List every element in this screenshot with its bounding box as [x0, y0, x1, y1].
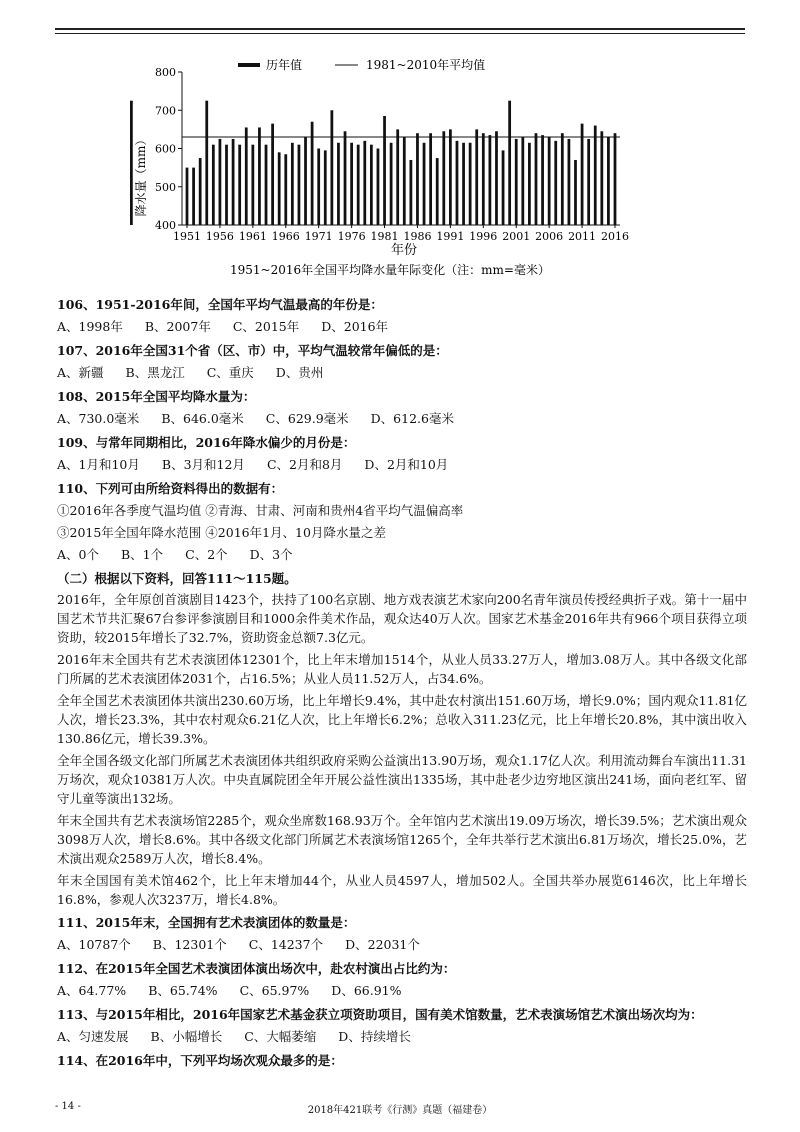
question-options	[57, 980, 747, 1002]
bar	[350, 143, 353, 225]
q110-items-1: ①2016年各季度气温均值 ②青海、甘肃、河南和贵州4省平均气温偏高率	[57, 503, 464, 518]
question	[57, 340, 747, 384]
y-tick-label: 500	[155, 180, 176, 194]
bar	[442, 131, 445, 225]
legend-line-label: 1981~2010年平均值	[366, 58, 486, 72]
bar	[337, 143, 340, 225]
legend-bar-swatch	[238, 63, 260, 67]
question-stem: 112、在2015年全国艺术表演团体演出场次中，赴农村演出占比约为：	[57, 961, 456, 976]
chart-caption: 1951~2016年全国平均降水量年际变化（注：mm=毫米）	[230, 263, 550, 277]
y-tick-label: 600	[155, 142, 176, 156]
page-content	[57, 294, 747, 1072]
bar	[561, 133, 564, 225]
option-b[interactable]: B、646.0毫米	[161, 411, 244, 426]
bar	[298, 145, 301, 225]
bar	[324, 150, 327, 225]
question-stem: 111、2015年末，全国拥有艺术表演团体的数量是：	[57, 915, 356, 930]
bar	[330, 110, 333, 225]
question-stem: 113、与2015年相比，2016年国家艺术基金获立项资助项目，国有美术馆数量，艺术表演场馆艺术演出场次均为：	[57, 1007, 703, 1022]
bar	[600, 131, 603, 225]
x-tick-label: 1981	[370, 230, 399, 243]
page-number: - 14 -	[55, 1101, 81, 1112]
x-tick-label: 1971	[304, 230, 333, 243]
question-options	[57, 362, 747, 384]
option-a[interactable]: A、730.0毫米	[57, 411, 140, 426]
bar	[521, 137, 524, 225]
q114-stem: 114、在2016年中，下列平均场次观众最多的是：	[57, 1053, 343, 1068]
q110-options	[57, 544, 747, 566]
option-a[interactable]: A、1月和10月	[57, 457, 140, 472]
option-d[interactable]: D、持续增长	[338, 1029, 411, 1044]
bar	[548, 137, 551, 225]
bar	[495, 131, 498, 225]
bar	[390, 143, 393, 225]
bar	[581, 124, 584, 225]
bar	[449, 129, 452, 225]
q110-stem: 110、下列可由所给资料得出的数据有：	[57, 481, 284, 496]
x-tick-label: 1996	[469, 230, 498, 243]
option-c[interactable]: C、大幅萎缩	[244, 1029, 317, 1044]
question	[57, 958, 747, 1002]
bar	[370, 145, 373, 225]
question-options	[57, 454, 747, 476]
bar	[396, 129, 399, 225]
x-tick-label: 2016	[601, 230, 629, 243]
x-tick-label: 1961	[238, 230, 267, 243]
paragraph: 全年全国艺术表演团体共演出230.60万场，比上年增长9.4%，其中赴农村演出151.60万场，增长9.0%；国内观众11.81亿人次，增长23.3%，其中农村观众6.21亿人次，比上年增长6.2%；总收入311.23亿元，比上年增长20.8%，其中演出收入130.86亿元，增长39.3%。	[57, 693, 747, 746]
bar	[363, 141, 366, 225]
option-d[interactable]: D、贵州	[275, 365, 324, 380]
bar	[232, 139, 235, 225]
paragraph: 全年全国各级文化部门所属艺术表演团体共组织政府采购公益演出13.90万场，观众1.17亿人次。利用流动舞台车演出11.31万场次，观众10381万人次。中央直属院团全年开展公益性演出1335场，其中赴老少边穷地区演出241场，面向老红军、留守儿童等演出132场。	[57, 753, 747, 806]
bar	[607, 137, 610, 225]
bar	[469, 143, 472, 225]
option-b[interactable]: B、小幅增长	[150, 1029, 223, 1044]
option-d[interactable]: D、66.91%	[331, 983, 402, 998]
material-text	[57, 590, 747, 909]
bar	[304, 137, 307, 225]
bar	[278, 152, 281, 225]
bar	[357, 145, 360, 225]
header-rule-thin	[55, 33, 745, 34]
bar	[508, 101, 511, 225]
question	[57, 1004, 747, 1048]
bar	[554, 141, 557, 225]
question-options	[57, 934, 747, 956]
question-block-a	[57, 294, 747, 476]
option-c[interactable]: C、2个	[185, 547, 228, 562]
paragraph: 2016年末全国共有艺术表演团体12301个，比上年末增加1514个，从业人员33.27万人，增加3.08万人。其中各级文化部门所属的艺术表演团体2031个，占16.5%；从业人员11.52万人，占34.6%。	[57, 652, 747, 686]
x-tick-label: 1966	[271, 230, 300, 243]
bar	[130, 101, 133, 225]
x-tick-label: 2001	[502, 230, 531, 243]
bar	[251, 145, 254, 225]
bar	[587, 139, 590, 225]
bar	[535, 133, 538, 225]
bar	[225, 145, 228, 225]
bar	[568, 139, 571, 225]
option-a[interactable]: A、1998年	[57, 319, 123, 334]
bar	[317, 149, 320, 226]
bar	[416, 133, 419, 225]
option-b[interactable]: B、65.74%	[148, 983, 218, 998]
x-tick-label: 1956	[205, 230, 234, 243]
option-d[interactable]: D、3个	[249, 547, 293, 562]
x-tick-label: 1986	[403, 230, 432, 243]
bar	[205, 101, 208, 225]
bar	[614, 133, 617, 225]
bar	[245, 127, 248, 225]
option-b[interactable]: B、黑龙江	[125, 365, 185, 380]
option-b[interactable]: B、2007年	[144, 319, 211, 334]
option-d[interactable]: D、22031个	[345, 937, 420, 952]
bar	[192, 168, 195, 225]
header-rule-thick	[55, 28, 745, 30]
question-options	[57, 316, 747, 338]
bar	[489, 135, 492, 225]
bar	[186, 168, 189, 225]
q110-items-2: ③2015年全国年降水范围 ④2016年1月、10月降水量之差	[57, 525, 386, 540]
bar	[377, 149, 380, 226]
bar	[199, 158, 202, 225]
option-c[interactable]: C、14237个	[248, 937, 324, 952]
bar	[219, 139, 222, 225]
option-a[interactable]: A、匀速发展	[57, 1029, 129, 1044]
footer-title: 2018年421联考《行测》真题（福建卷）	[307, 1105, 493, 1116]
option-a[interactable]: A、0个	[57, 547, 99, 562]
bar	[462, 143, 465, 225]
option-d[interactable]: D、2016年	[321, 319, 389, 334]
bar	[291, 143, 294, 225]
option-c[interactable]: C、2015年	[232, 319, 300, 334]
option-c[interactable]: C、2月和8月	[266, 457, 343, 472]
paragraph: 年末全国共有艺术表演场馆2285个，观众坐席数168.93万个。全年馆内艺术演出19.09万场次，增长39.5%；艺术演出观众3098万人次，增长8.6%。其中各级文化部门所属艺术表演场馆1265个，全年共举行艺术演出6.81万场次，增长25.0%，艺术演出观众2589万人次，增长8.4%。	[57, 813, 747, 866]
y-tick-label: 400	[155, 219, 176, 232]
paragraph: 2016年，全年原创首演剧目1423个，扶持了100名京剧、地方戏表演艺术家向200名青年演员传授经典折子戏。第十一届中国艺术节共汇聚67台参评参演剧目和1000余件美术作品，观众达40万人次。国家艺术基金2016年共有966个项目获得立项资助，较2015年增长了32.7%，资助资金总额7.3亿元。	[57, 592, 747, 645]
bar	[594, 126, 597, 225]
option-b[interactable]: B、12301个	[152, 937, 227, 952]
bar	[541, 135, 544, 225]
x-tick-label: 2006	[535, 230, 564, 243]
bar	[436, 158, 439, 225]
x-axis-label: 年份	[390, 243, 418, 258]
bar	[482, 133, 485, 225]
option-b[interactable]: B、1个	[120, 547, 164, 562]
bar	[456, 141, 459, 225]
bar	[271, 124, 274, 225]
question	[57, 386, 747, 430]
question-stem: 109、与常年同期相比，2016年降水偏少的月份是：	[57, 435, 356, 450]
option-d[interactable]: D、612.6毫米	[370, 411, 454, 426]
option-c[interactable]: C、重庆	[206, 365, 254, 380]
option-a[interactable]: A、10787个	[57, 937, 131, 952]
bar	[284, 154, 287, 225]
question-110	[57, 478, 747, 566]
x-tick-label: 2011	[568, 230, 597, 243]
option-b[interactable]: B、3月和12月	[161, 457, 245, 472]
question	[57, 294, 747, 338]
bar	[502, 150, 505, 225]
question	[57, 432, 747, 476]
bar	[383, 116, 386, 225]
question-block-b	[57, 912, 747, 1048]
option-a[interactable]: A、新疆	[57, 365, 104, 380]
y-axis-label: 降水量（mm）	[134, 133, 148, 217]
bar	[429, 133, 432, 225]
bar	[515, 139, 518, 225]
bar	[344, 131, 347, 225]
bar	[409, 160, 412, 225]
option-c[interactable]: C、65.97%	[239, 983, 310, 998]
question-options	[57, 408, 747, 430]
bar	[475, 129, 478, 225]
chart-legend	[238, 57, 485, 72]
x-tick-label: 1976	[337, 230, 366, 243]
question-stem: 108、2015年全国平均降水量为：	[57, 389, 256, 404]
bar	[265, 145, 268, 225]
precipitation-chart	[130, 52, 650, 287]
x-tick-label: 1951	[173, 230, 201, 243]
y-tick-label: 800	[155, 66, 176, 79]
bar	[423, 143, 426, 225]
bar	[528, 143, 531, 225]
option-d[interactable]: D、2月和10月	[364, 457, 449, 472]
x-tick-label: 1991	[436, 230, 465, 243]
plot-area	[130, 66, 629, 243]
section-title: （二）根据以下资料，回答111～115题。	[57, 571, 297, 586]
bar	[574, 160, 577, 225]
question	[57, 912, 747, 956]
question-options	[57, 1026, 747, 1048]
bar	[403, 137, 406, 225]
question-stem: 107、2016年全国31个省（区、市）中，平均气温较常年偏低的是：	[57, 343, 448, 358]
legend-bar-label: 历年值	[266, 58, 303, 72]
option-c[interactable]: C、629.9毫米	[265, 411, 349, 426]
option-a[interactable]: A、64.77%	[57, 983, 127, 998]
bar	[212, 145, 215, 225]
bar	[238, 145, 241, 225]
bar	[258, 127, 261, 225]
paragraph: 年末全国国有美术馆462个，比上年末增加44个，从业人员4597人，增加502人。全国共举办展览6146次，比上年增长16.8%，参观人次3237万，增长4.8%。	[57, 873, 747, 907]
question-stem: 106、1951-2016年间，全国年平均气温最高的年份是：	[57, 297, 383, 312]
y-tick-label: 700	[155, 104, 176, 118]
